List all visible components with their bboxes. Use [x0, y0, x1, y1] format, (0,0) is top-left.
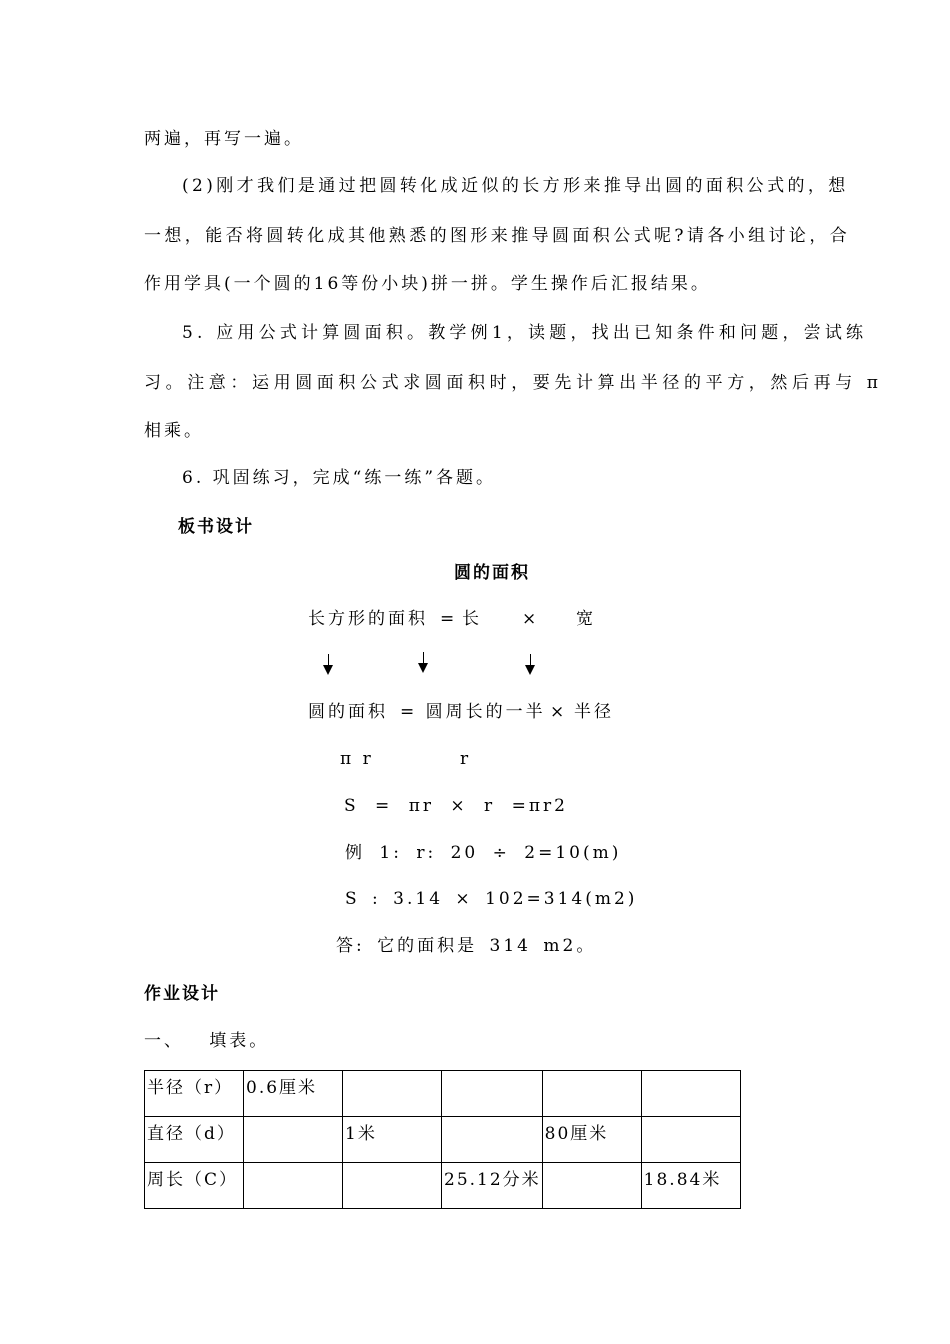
table-cell: 半径（r） — [145, 1071, 244, 1117]
rect-equals: = — [440, 609, 458, 629]
paragraph-line: (2)刚才我们是通过把圆转化成近似的长方形来推导出圆的面积公式的，想 — [182, 176, 849, 196]
table-cell: 0.6厘米 — [244, 1071, 343, 1117]
board-heading: 板书设计 — [178, 517, 254, 537]
table-cell — [442, 1071, 543, 1117]
table-cell — [343, 1163, 442, 1209]
table-cell: 1米 — [343, 1117, 442, 1163]
table-row — [145, 1071, 741, 1117]
homework-section: 一、 填表。 — [144, 1031, 270, 1051]
table-cell — [244, 1163, 343, 1209]
table-cell — [343, 1071, 442, 1117]
circle-radius: 半径 — [574, 702, 614, 722]
paragraph-line: 一想，能否将圆转化成其他熟悉的图形来推导圆面积公式呢?请各小组讨论，合 — [144, 226, 851, 246]
table-cell — [442, 1117, 543, 1163]
table-cell — [244, 1117, 343, 1163]
paragraph-line: 习。注意：运用圆面积公式求圆面积时，要先计算出半径的平方，然后再与 π — [144, 373, 883, 393]
down-arrowhead-icon — [323, 665, 333, 675]
table-cell — [641, 1071, 740, 1117]
paragraph-line: 5. 应用公式计算圆面积。教学例1，读题，找出已知条件和问题，尝试练 — [182, 323, 868, 343]
table-cell: 直径（d） — [145, 1117, 244, 1163]
r-label: r — [460, 749, 472, 769]
homework-heading: 作业设计 — [144, 984, 220, 1004]
rect-area-label: 长方形的面积 — [308, 609, 428, 629]
area-formula: S = πr × r =πr2 — [344, 796, 568, 816]
table-row — [145, 1117, 741, 1163]
example-area-line: S : 3.14 × 102=314(m2) — [345, 889, 638, 909]
paragraph-line: 相乘。 — [144, 421, 204, 441]
table-cell — [641, 1117, 740, 1163]
table-cell: 周长（C） — [145, 1163, 244, 1209]
rect-length: 长 — [462, 609, 482, 629]
table-cell: 80厘米 — [542, 1117, 641, 1163]
paragraph-line: 作用学具(一个圆的16等份小块)拼一拼。学生操作后汇报结果。 — [144, 274, 711, 294]
example-radius-line: 例 1: r: 20 ÷ 2=10(m) — [345, 843, 622, 863]
table-cell: 25.12分米 — [442, 1163, 543, 1209]
example-answer: 答: 它的面积是 314 m2。 — [336, 936, 597, 956]
paragraph-line: 6. 巩固练习，完成“练一练”各题。 — [182, 468, 497, 488]
paragraph-line: 两遍，再写一遍。 — [144, 129, 304, 149]
table-cell — [542, 1071, 641, 1117]
circle-times: × — [550, 702, 568, 722]
circle-half-circumference: = 圆周长的一半 — [400, 702, 546, 722]
pi-r-label: π r — [340, 749, 374, 769]
table-row — [145, 1163, 741, 1209]
fill-in-table — [144, 1070, 741, 1209]
table-cell — [542, 1163, 641, 1209]
down-arrowhead-icon — [525, 665, 535, 675]
down-arrowhead-icon — [418, 663, 428, 673]
rect-width: 宽 — [576, 609, 596, 629]
circle-area-label: 圆的面积 — [308, 702, 388, 722]
board-title: 圆的面积 — [454, 563, 530, 583]
rect-times: × — [522, 609, 540, 629]
table-cell: 18.84米 — [641, 1163, 740, 1209]
